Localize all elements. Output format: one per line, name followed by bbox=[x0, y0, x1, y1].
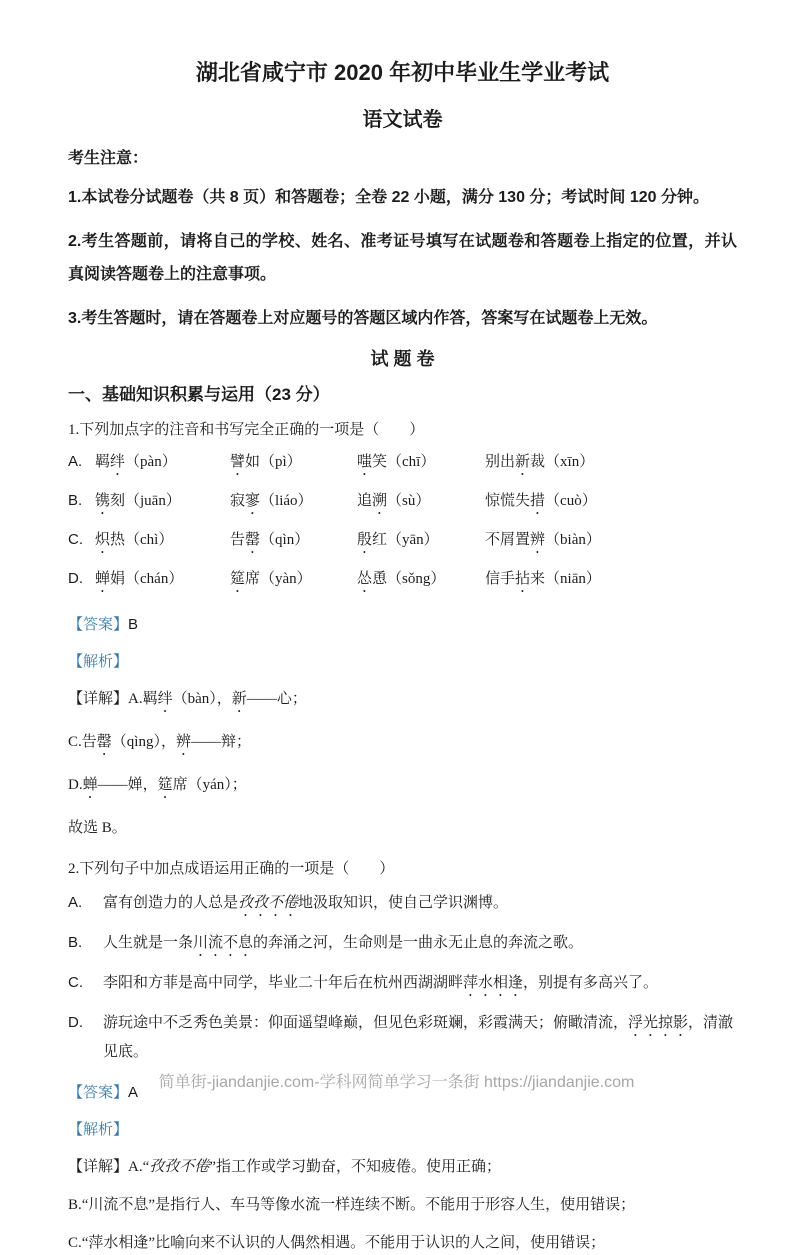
doc-title: 湖北省咸宁市 2020 年初中毕业生学业考试 bbox=[195, 60, 610, 85]
option-term: 追溯（sù） bbox=[357, 493, 431, 509]
question-2-detail-line bbox=[68, 1155, 737, 1179]
question-1-option-a bbox=[68, 450, 737, 479]
answer-value: B bbox=[128, 616, 139, 633]
question-2-option-b bbox=[68, 931, 737, 960]
notice-item-2: 2.考生答题前，请将自己的学校、姓名、准考证号填写在试题卷和答题卷上指定的位置，并认真阅读答题卷上的注意事项。 bbox=[68, 233, 737, 283]
question-2-option-c bbox=[68, 971, 737, 1000]
option-term: 蝉娟（chán） bbox=[95, 571, 184, 587]
question-1-detail-line bbox=[68, 687, 737, 716]
option-term: 怂恿（sǒng） bbox=[357, 571, 446, 587]
option-text: 李阳和方菲是高中同学，毕业二十年后在杭州西湖湖畔萍水相逢，别提有多高兴了。 bbox=[103, 975, 659, 991]
option-term: 告罄（qìn） bbox=[230, 532, 310, 548]
analysis-label: 【解析】 bbox=[68, 654, 129, 670]
detail-label: 【详解】 bbox=[68, 1159, 129, 1175]
option-term: 嗤笑（chī） bbox=[357, 454, 436, 470]
question-2-detail-line: C.“萍水相逢”比喻向来不认识的人偶然相遇。不能用于认识的人之间，使用错误； bbox=[68, 1235, 606, 1251]
option-letter: C. bbox=[68, 531, 83, 548]
question-1-detail-line: D.蝉——婵，筵席（yán）； bbox=[68, 777, 247, 793]
question-1-option-b bbox=[68, 489, 737, 518]
question-1-detail-line: C.告罄（qìng），辨——辩； bbox=[68, 734, 251, 750]
option-text: 富有创造力的人总是孜孜不倦地汲取知识，使自己学识渊博。 bbox=[103, 895, 509, 911]
answer-value: A bbox=[128, 1084, 139, 1101]
question-1-stem: 1.下列加点字的注音和书写完全正确的一项是（ ） bbox=[68, 422, 425, 438]
section-heading: 一、基础知识积累与运用（23 分） bbox=[68, 385, 330, 404]
notice-heading: 考生注意： bbox=[68, 150, 149, 167]
question-1-answer bbox=[68, 614, 737, 636]
option-letter: D. bbox=[68, 1014, 83, 1031]
option-term: 譬如（pì） bbox=[230, 454, 302, 470]
doc-subtitle: 语文试卷 bbox=[362, 109, 443, 131]
option-text: 人生就是一条川流不息的奔涌之河，生命则是一曲永无止息的奔流之歌。 bbox=[103, 935, 584, 951]
notice-item-1: 1.本试卷分试题卷（共 8 页）和答题卷；全卷 22 小题，满分 130 分；考试时间 120 分钟。 bbox=[68, 189, 709, 206]
option-term: 镌刻（juān） bbox=[95, 493, 181, 509]
question-1-option-d bbox=[68, 567, 737, 596]
question-2-option-d bbox=[68, 1011, 737, 1064]
question-2-option-a bbox=[68, 891, 737, 920]
detail-text: A.“孜孜不倦”指工作或学习勤奋，不知疲倦。使用正确； bbox=[128, 1159, 501, 1175]
option-letter: B. bbox=[68, 492, 83, 509]
option-term: 羁绊（pàn） bbox=[95, 454, 177, 470]
option-letter: B. bbox=[68, 934, 83, 951]
question-1-option-c bbox=[68, 528, 737, 557]
option-term: 筵席（yàn） bbox=[230, 571, 312, 587]
detail-text: A.羁绊（bàn），新——心； bbox=[128, 691, 307, 707]
question-2-detail-line: B.“川流不息”是指行人、车马等像水流一样连续不断。不能用于形容人生，使用错误； bbox=[68, 1197, 636, 1213]
option-letter: A. bbox=[68, 453, 83, 470]
detail-label: 【详解】 bbox=[68, 691, 129, 707]
option-term: 炽热（chì） bbox=[95, 532, 174, 548]
notice-item-3: 3.考生答题时，请在答题卷上对应题号的答题区域内作答，答案写在试题卷上无效。 bbox=[68, 310, 658, 327]
option-term: 殷红（yān） bbox=[357, 532, 439, 548]
option-letter: C. bbox=[68, 974, 83, 991]
option-term: 寂寥（liáo） bbox=[230, 493, 313, 509]
question-2-analysis bbox=[68, 1119, 737, 1141]
analysis-label: 【解析】 bbox=[68, 1122, 129, 1138]
option-term: 惊慌失措（cuò） bbox=[485, 493, 597, 509]
footer-watermark: 简单街-jiandanjie.com-学科网简单学习一条街 https://jiandanjie.com bbox=[158, 1074, 635, 1091]
option-text: 游玩途中不乏秀色美景：仰面遥望峰巅，但见色彩斑斓，彩霞满天；俯瞰清流，浮光掠影，清澈见底。 bbox=[103, 1015, 734, 1060]
option-letter: D. bbox=[68, 570, 83, 587]
option-term: 信手拈来（niān） bbox=[485, 571, 601, 587]
question-1-detail-line: 故选 B。 bbox=[68, 820, 127, 836]
paper-heading: 试 题 卷 bbox=[370, 349, 435, 369]
question-2-stem: 2.下列句子中加点成语运用正确的一项是（ ） bbox=[68, 861, 395, 877]
answer-label: 【答案】 bbox=[68, 1085, 129, 1101]
answer-label: 【答案】 bbox=[68, 617, 129, 633]
question-1-analysis bbox=[68, 651, 737, 673]
option-letter: A. bbox=[68, 894, 83, 911]
option-term: 别出新裁（xīn） bbox=[485, 454, 595, 470]
option-term: 不屑置辨（biàn） bbox=[485, 532, 601, 548]
